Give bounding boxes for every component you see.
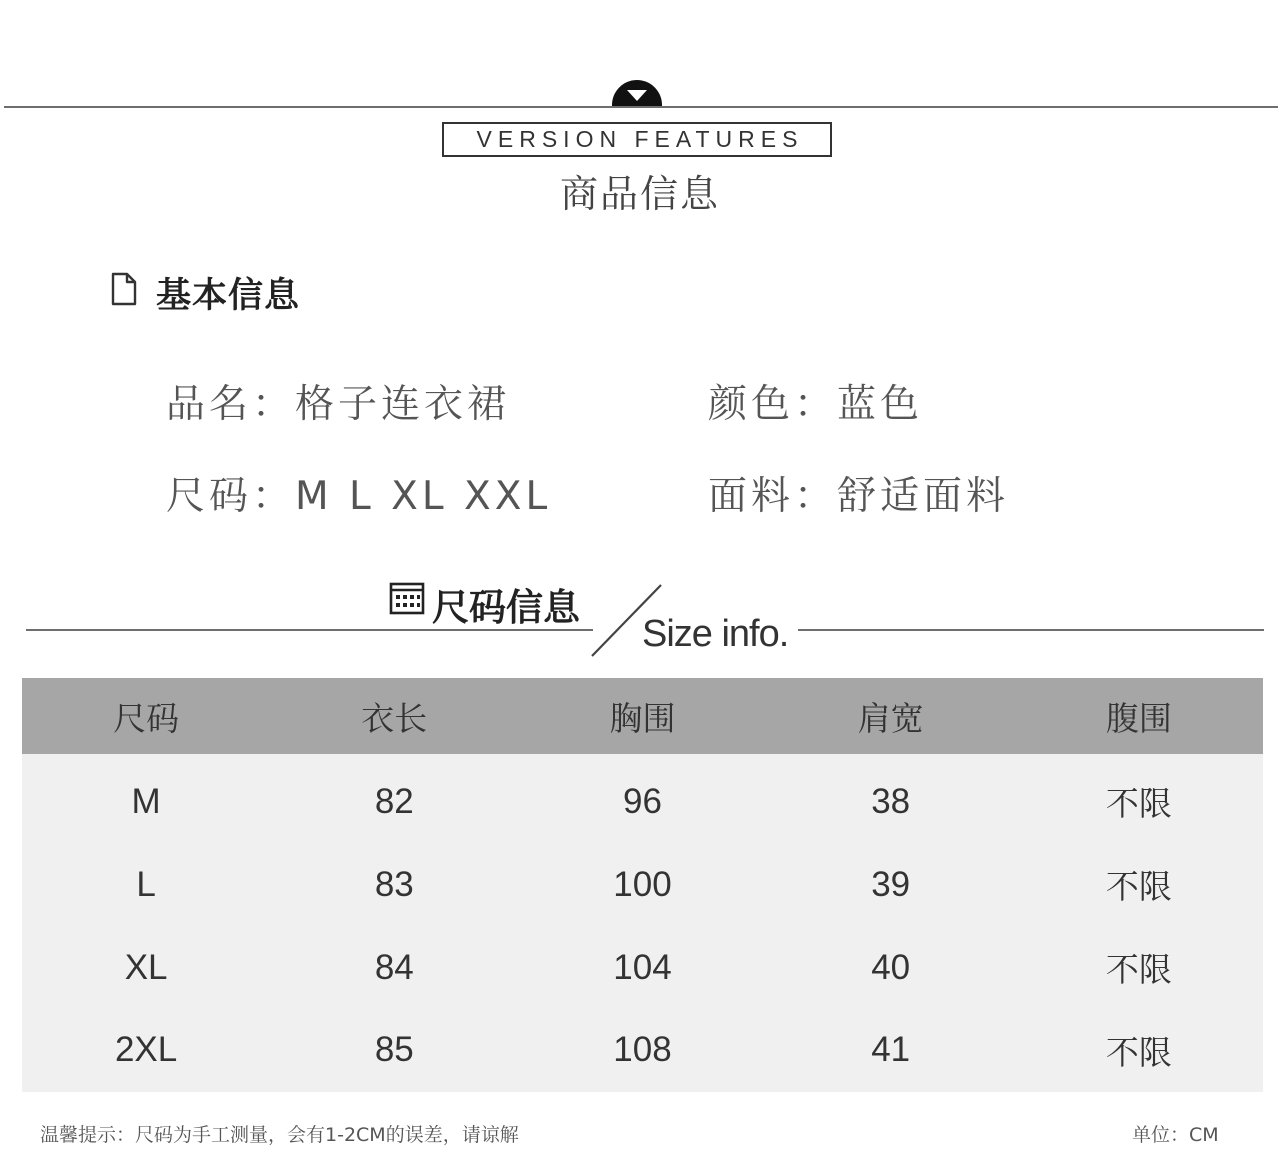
table-row bbox=[22, 926, 1263, 1009]
cell-bust: 96 bbox=[518, 754, 766, 843]
cell-waist: 不限 bbox=[1015, 843, 1263, 926]
column-header-shoulder: 肩宽 bbox=[767, 678, 1015, 754]
cell-length: 82 bbox=[270, 754, 518, 843]
cell-shoulder: 39 bbox=[767, 843, 1015, 926]
basic-info-title: 基本信息 bbox=[156, 276, 301, 316]
cell-size: M bbox=[22, 754, 270, 843]
size-info-subtitle: Size info. bbox=[642, 613, 789, 655]
column-header-length: 衣长 bbox=[270, 678, 518, 754]
unit-label: 单位：CM bbox=[1132, 1124, 1219, 1146]
column-header-size: 尺码 bbox=[22, 678, 270, 754]
cell-length: 85 bbox=[270, 1009, 518, 1092]
table-row bbox=[22, 843, 1263, 926]
cell-size: L bbox=[22, 843, 270, 926]
cell-waist: 不限 bbox=[1015, 926, 1263, 1009]
cell-waist: 不限 bbox=[1015, 754, 1263, 843]
cell-size: XL bbox=[22, 926, 270, 1009]
sizes-field: 尺码：M L XL XXL bbox=[166, 474, 552, 519]
fabric-field: 面料：舒适面料 bbox=[708, 474, 1010, 519]
cell-shoulder: 41 bbox=[767, 1009, 1015, 1092]
cell-length: 83 bbox=[270, 843, 518, 926]
cell-bust: 104 bbox=[518, 926, 766, 1009]
measurement-tip: 温馨提示：尺码为手工测量，会有1-2CM的误差，请谅解 bbox=[40, 1124, 519, 1146]
color-field: 颜色：蓝色 bbox=[708, 382, 924, 427]
cell-length: 84 bbox=[270, 926, 518, 1009]
table-row bbox=[22, 1009, 1263, 1092]
cell-waist: 不限 bbox=[1015, 1009, 1263, 1092]
cell-shoulder: 38 bbox=[767, 754, 1015, 843]
page-title: 商品信息 bbox=[559, 172, 720, 216]
column-header-waist: 腹围 bbox=[1015, 678, 1263, 754]
table-header-row bbox=[22, 678, 1263, 754]
calendar-grid-icon bbox=[389, 581, 425, 615]
cell-shoulder: 40 bbox=[767, 926, 1015, 1009]
cell-size: 2XL bbox=[22, 1009, 270, 1092]
column-header-bust: 胸围 bbox=[518, 678, 766, 754]
cell-bust: 108 bbox=[518, 1009, 766, 1092]
header-divider bbox=[4, 106, 1278, 108]
version-features-label: VERSION FEATURES bbox=[442, 122, 832, 157]
chevron-down-badge-icon bbox=[612, 80, 662, 106]
table-row bbox=[22, 754, 1263, 843]
document-icon bbox=[110, 272, 138, 306]
size-table bbox=[22, 678, 1263, 1092]
size-info-title: 尺码信息 bbox=[432, 586, 580, 629]
size-section-divider-right bbox=[798, 629, 1264, 631]
product-name-field: 品名：格子连衣裙 bbox=[166, 382, 511, 427]
cell-bust: 100 bbox=[518, 843, 766, 926]
